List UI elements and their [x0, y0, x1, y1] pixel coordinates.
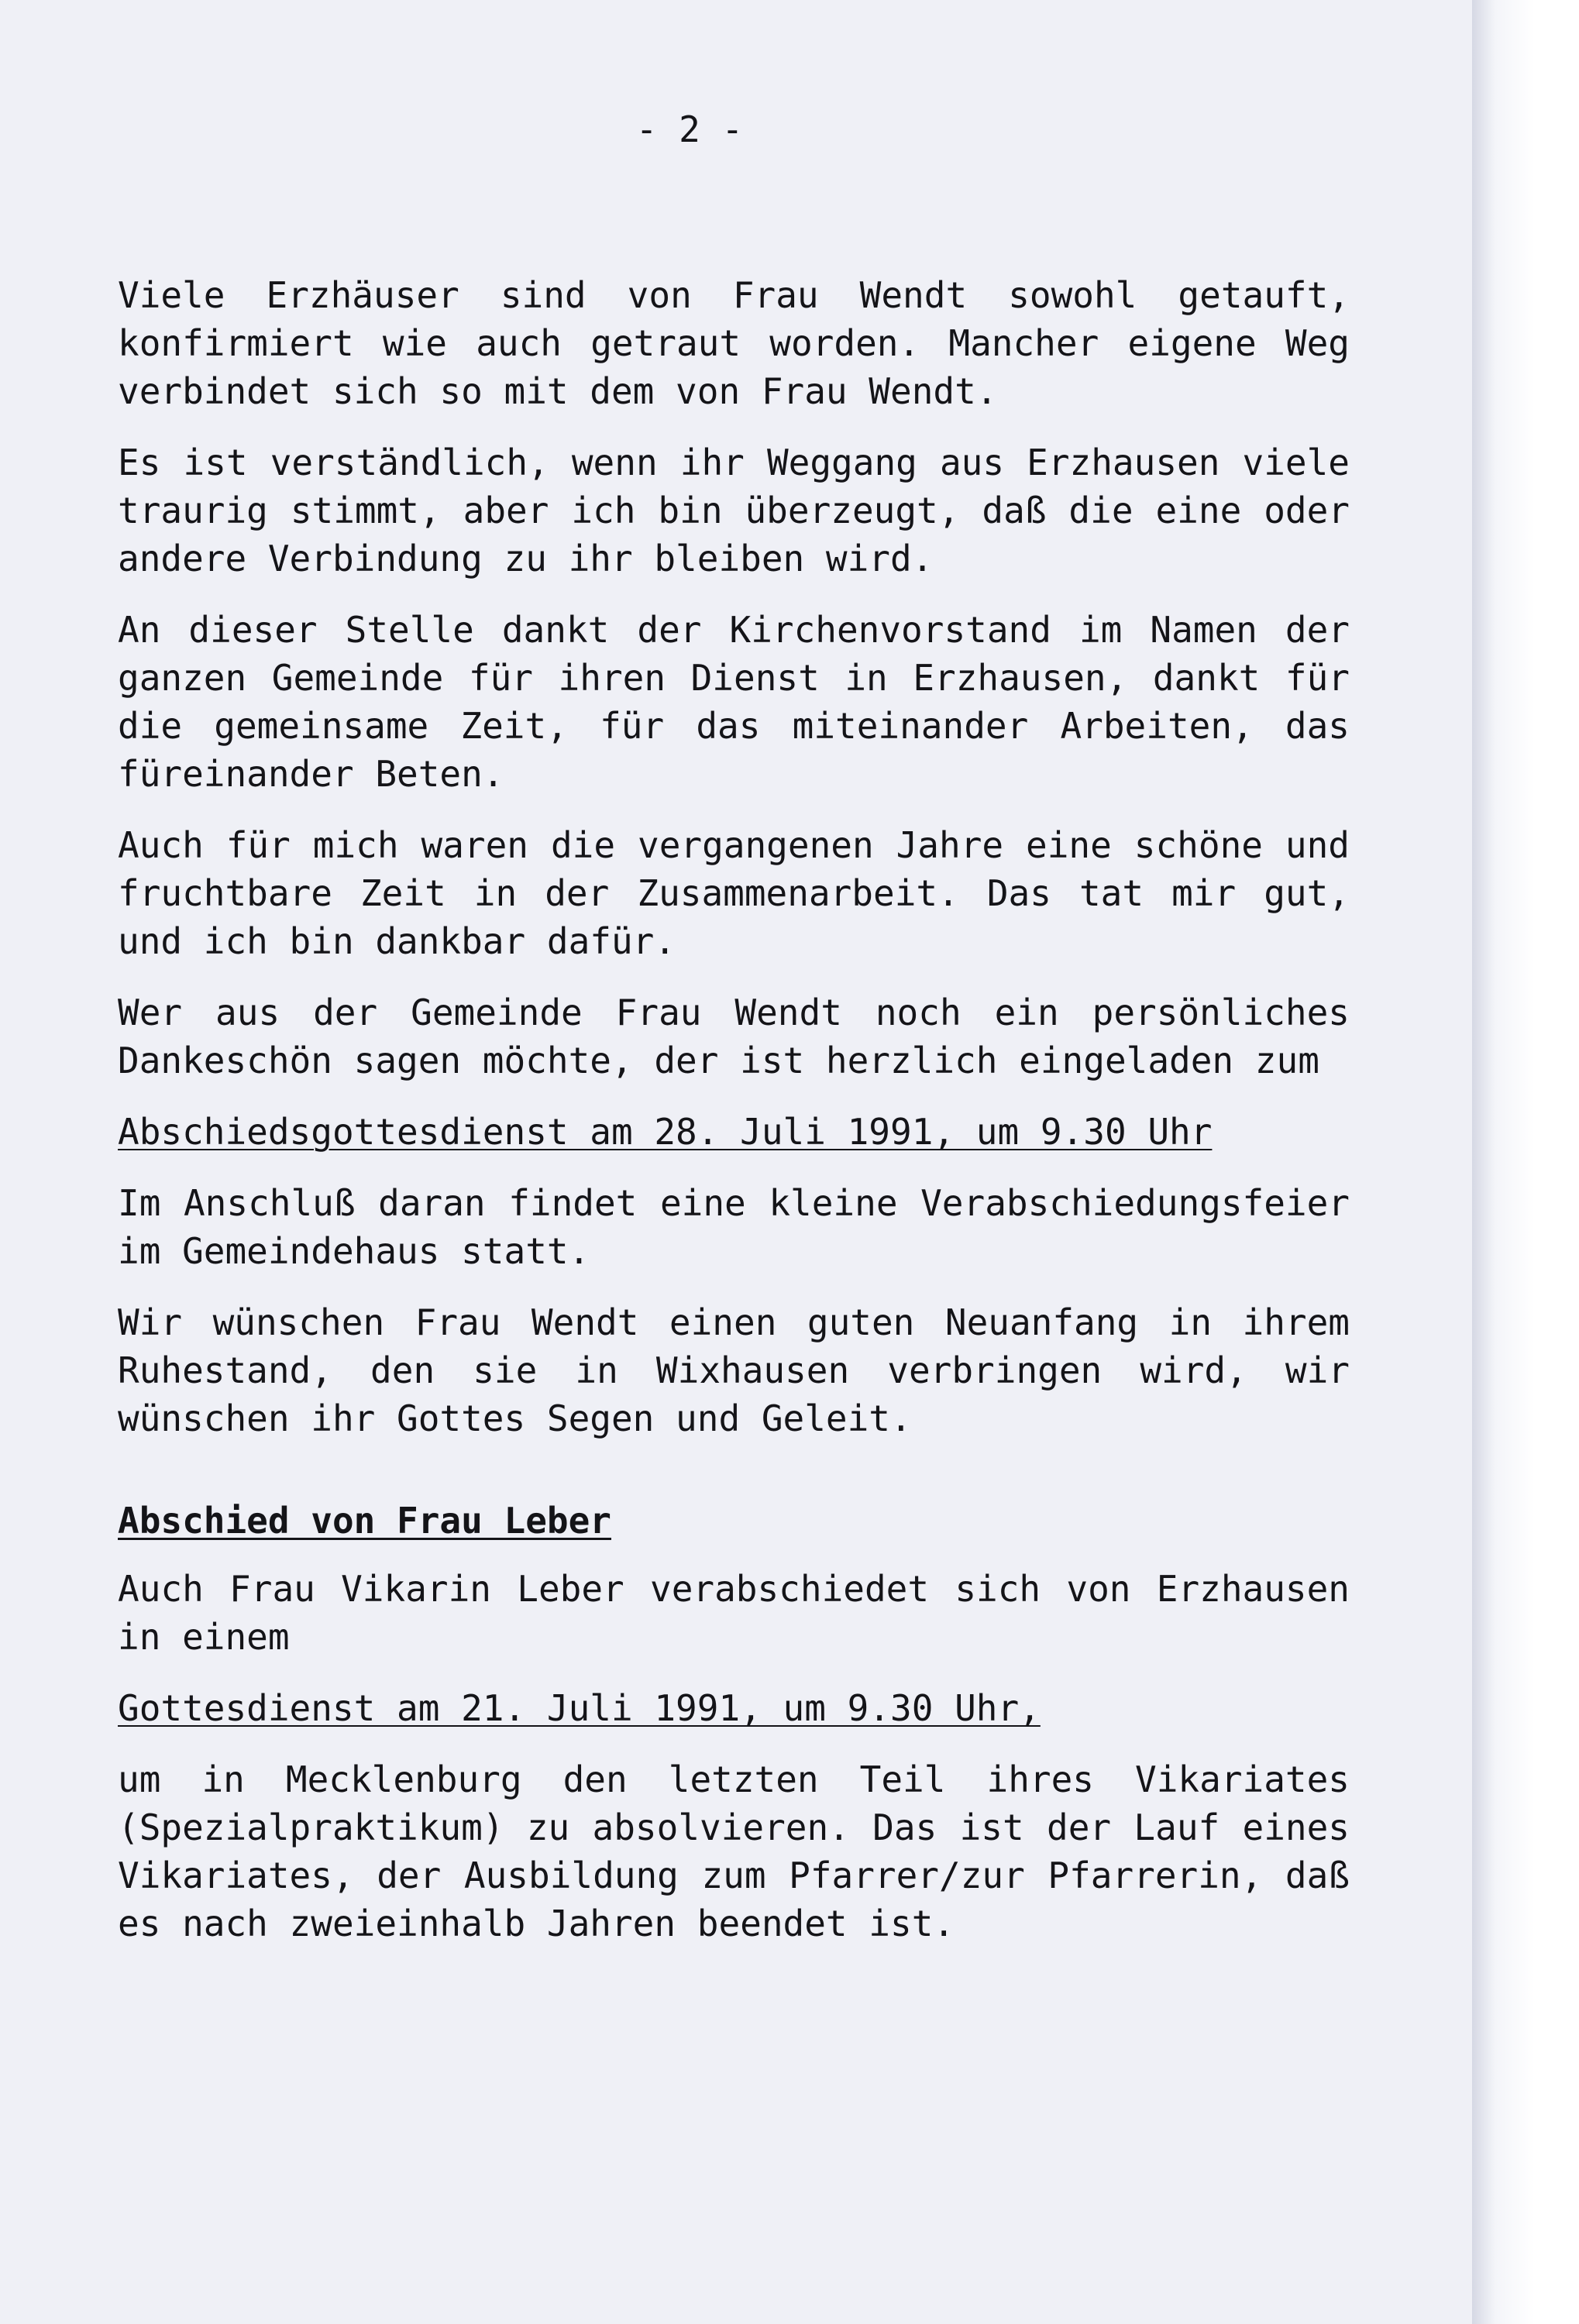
paragraph-8: Auch Frau Vikarin Leber verabschiedet sich von Erzhausen in einem: [118, 1568, 1350, 1658]
page-number: - 2 -: [635, 108, 744, 150]
page-edge: [1472, 0, 1579, 2324]
paragraph-4: Auch für mich waren die vergangenen Jahre eine schöne und fruchtbare Zeit in der Zusammenarbeit. Das tat mir gut, und ich bin dankbar dafür.: [118, 824, 1350, 962]
service-announcement-leber: Gottesdienst am 21. Juli 1991, um 9.30 Uhr,: [118, 1687, 1041, 1729]
section-heading-leber: Abschied von Frau Leber: [118, 1500, 611, 1542]
paragraph-1: Viele Erzhäuser sind von Frau Wendt sowohl getauft, konfirmiert wie auch getraut worden. Mancher eigene Weg verbindet sich so mit dem von Frau Wendt.: [118, 274, 1350, 412]
letter-body: [118, 271, 1350, 1971]
paragraph-3: An dieser Stelle dankt der Kirchenvorstand im Namen der ganzen Gemeinde für ihren Dienst in Erzhausen, dankt für die gemeinsame Zeit, für das miteinander Arbeiten, das füreinander Beten.: [118, 609, 1350, 795]
paragraph-6: Im Anschluß daran findet eine kleine Verabschiedungsfeier im Gemeindehaus statt.: [118, 1182, 1350, 1272]
paragraph-5: Wer aus der Gemeinde Frau Wendt noch ein persönliches Dankeschön sagen möchte, der ist herzlich eingeladen zum: [118, 992, 1350, 1081]
paragraph-2: Es ist verständlich, wenn ihr Weggang aus Erzhausen viele traurig stimmt, aber ich bin überzeugt, daß die eine oder andere Verbindung zu ihr bleiben wird.: [118, 442, 1350, 579]
farewell-service-announcement: Abschiedsgottesdienst am 28. Juli 1991, um 9.30 Uhr: [118, 1111, 1213, 1153]
paragraph-7: Wir wünschen Frau Wendt einen guten Neuanfang in ihrem Ruhestand, den sie in Wixhausen verbringen wird, wir wünschen ihr Gottes Segen und Geleit.: [118, 1301, 1350, 1439]
paragraph-9: um in Mecklenburg den letzten Teil ihres Vikariates (Spezialpraktikum) zu absolvieren. Das ist der Lauf eines Vikariates, der Ausbildung zum Pfarrer/zur Pfarrerin, daß es nach zweieinhalb Jahren beendet ist.: [118, 1758, 1350, 1944]
